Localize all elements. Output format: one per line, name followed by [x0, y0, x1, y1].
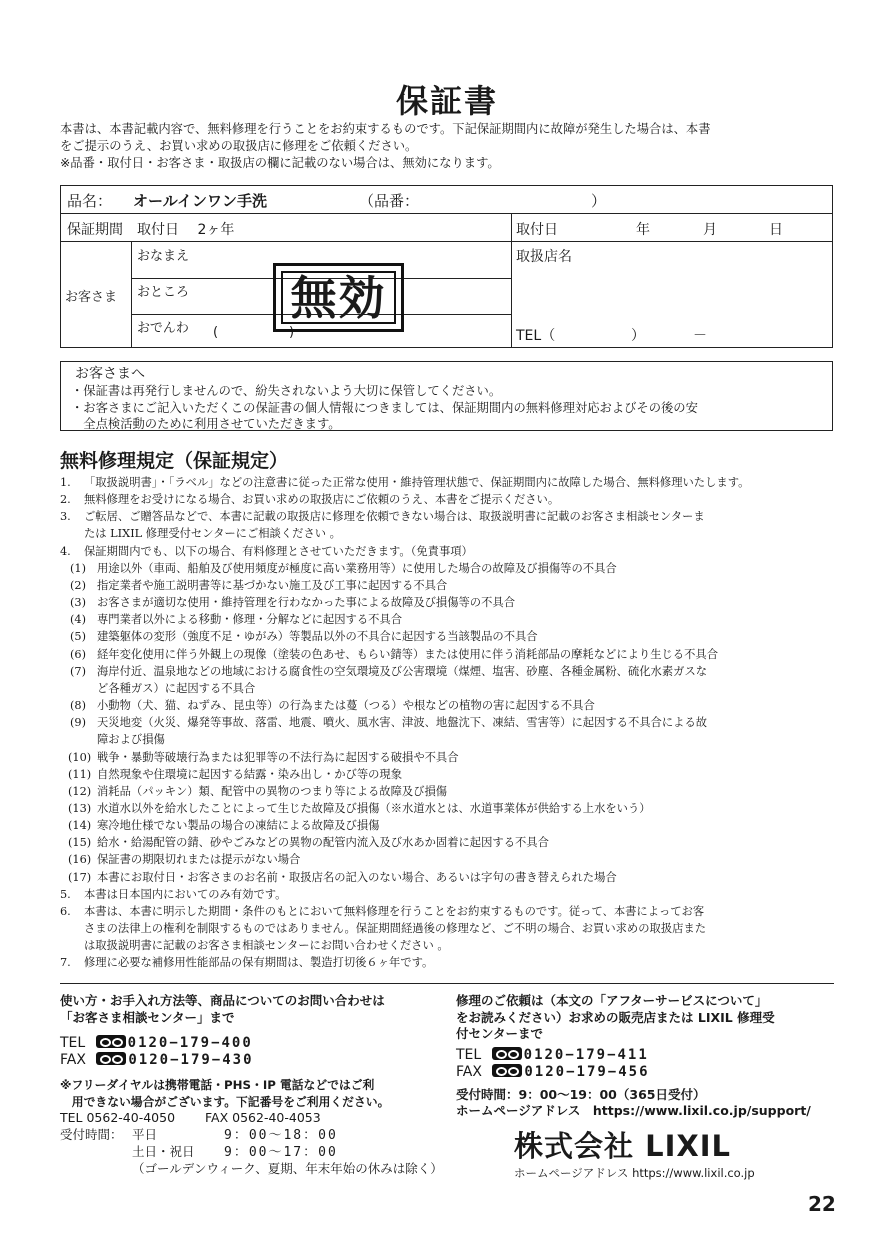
warranty-table — [60, 185, 833, 348]
rule-number: (16) — [68, 853, 92, 867]
period-label: 保証期間 — [67, 222, 123, 238]
weekday-label: 平日 — [132, 1126, 158, 1142]
tel-number: 0120−179−411 — [523, 1046, 649, 1063]
rule-number: 1. — [60, 476, 71, 489]
rule-number: (3) — [70, 596, 87, 610]
repair-center-contact — [456, 993, 836, 1120]
rule-item — [60, 731, 834, 748]
rule-item — [60, 903, 834, 920]
rule-number: 4. — [60, 544, 71, 558]
repair-heading: をお読みください）お求めの販売店または LIXIL 修理受 — [456, 1009, 775, 1025]
intro-line: ※品番・取付日・お客さま・取扱店の欄に記載のない場合は、無効になります。 — [60, 156, 500, 170]
intro-line: をご提示のうえ、お買い求めの取扱店に修理をご依頼ください。 — [60, 139, 418, 153]
rule-item — [60, 714, 834, 731]
hours-note: （ゴールデンウィーク、夏期、年末年始の休みは除く） — [132, 1160, 443, 1176]
rule-text: 消耗品（パッキン）類、配管中の異物のつまり等による故障及び損傷 — [97, 784, 448, 798]
rule-text: お客さまが適切な使用・維持管理を行わなかった事による故障及び損傷等の不具合 — [97, 596, 515, 610]
tel-label: TEL — [456, 1046, 482, 1063]
rules-title: 無料修理規定（保証規定） — [60, 450, 289, 472]
freedial-note: ※フリーダイヤルは携帯電話・PHS・IP 電話などではご利 — [60, 1078, 375, 1092]
page-title: 保証書 — [395, 82, 498, 120]
repair-fax[interactable] — [456, 1064, 836, 1081]
rule-number: (13) — [68, 801, 92, 815]
rule-item — [60, 937, 834, 954]
rule-number: (5) — [70, 630, 87, 644]
rule-number: (11) — [68, 767, 92, 781]
rule-number: (15) — [68, 836, 92, 850]
rule-number: (2) — [70, 578, 87, 592]
rule-number: 2. — [60, 493, 71, 507]
rule-item — [60, 851, 834, 868]
rule-text: 水道水以外を給水したことによって生じた故障及び損傷（※水道水とは、水道事業体が供給する上水をいう） — [97, 801, 651, 815]
rule-item — [60, 577, 834, 594]
install-month: 月 — [703, 222, 717, 238]
contact-heading: 「お客さま相談センター」まで — [60, 1009, 235, 1025]
freedial-icon — [492, 1047, 522, 1060]
rule-number: (4) — [70, 613, 87, 627]
holiday-hours: 9：00〜17：00 — [224, 1144, 338, 1160]
customer-tel[interactable] — [60, 1035, 450, 1052]
holiday-label: 土日・祝日 — [132, 1143, 195, 1159]
product-label: 品名： — [67, 192, 113, 210]
dealer-tel-label: TEL（ — [516, 328, 556, 344]
rule-item — [60, 800, 834, 817]
install-year: 年 — [636, 222, 650, 238]
rule-item — [60, 817, 834, 834]
repair-heading: 付センターまで — [456, 1026, 544, 1041]
rule-text: 専門業者以外による移動・修理・分解などに起因する不具合 — [97, 613, 403, 627]
void-stamp-text: 無効 — [290, 271, 387, 325]
support-homepage-link[interactable]: ホームページアドレス https://www.lixil.co.jp/support/ — [456, 1103, 811, 1118]
rule-item — [60, 594, 834, 611]
rule-text: 「取扱説明書」・「ラベル」などの注意書に従った正常な使用・維持管理状態で、保証期間内に故障した場合、無料修理いたします。 — [84, 476, 750, 489]
tel-number: 0120−179−400 — [127, 1035, 253, 1051]
period-value: 取付日 2ヶ年 — [137, 222, 235, 238]
install-day: 日 — [769, 222, 783, 238]
product-name: オールインワン手洗 — [133, 192, 267, 210]
rule-item — [60, 560, 834, 577]
intro-line: 本書は、本書記載内容で、無料修理を行うことをお約束するものです。下記保証期間内に故障が発生した場合は、本書 — [60, 122, 711, 136]
weekday-hours: 9：00〜18：00 — [224, 1127, 338, 1143]
company-homepage-link[interactable]: ホームページアドレス https://www.lixil.co.jp — [514, 1166, 755, 1180]
rule-text: たは LIXIL 修理受付センターにご相談ください 。 — [84, 527, 341, 541]
fax-number: 0120−179−430 — [128, 1052, 254, 1068]
contact-heading: 使い方・お手入れ方法等、商品についてのお問い合わせは — [60, 993, 385, 1008]
fax-label: FAX — [60, 1052, 86, 1068]
rule-item — [60, 783, 834, 800]
dealer-label: 取扱店名 — [516, 249, 572, 265]
rule-text: ご転居、ご贈答品などで、本書に記載の取扱店に修理を依頼できない場合は、取扱説明書に記載のお客さま相談センターま — [84, 510, 705, 524]
rule-text: 天災地変（火災、爆発等事故、落雷、地震、噴火、風水害、津波、地盤沈下、凍結、雪害等）に起因する不具合による故 — [97, 716, 708, 730]
rule-item — [60, 834, 834, 851]
phone-label: おでんわ — [137, 321, 189, 336]
rule-item — [60, 920, 834, 937]
rule-text: 戦争・暴動等破壊行為または犯罪等の不法行為に起因する破損や不具合 — [97, 750, 459, 764]
repair-heading: 修理のご依頼は（本文の「アフターサービスについて」 — [456, 993, 768, 1008]
address-label: おところ — [137, 285, 190, 300]
rule-text: さまの法律上の権利を制限するものではありません。保証期間経過後の修理など、ご不明の場合、お買い求めの取扱店また — [84, 922, 707, 936]
rule-number: (17) — [68, 870, 92, 884]
install-date-label: 取付日 — [516, 222, 558, 238]
section-divider — [60, 983, 834, 984]
customer-center-contact — [60, 993, 450, 1177]
tel-label: TEL — [60, 1035, 86, 1051]
page-number: 22 — [808, 1192, 836, 1216]
notice-line: ・保証書は再発行しませんので、紛失されないよう大切に保管してください。 — [71, 384, 502, 398]
fax-number: 0120−179−456 — [524, 1063, 650, 1080]
rule-text: ど各種ガス）に起因する不具合 — [97, 681, 256, 695]
customer-notice — [60, 361, 833, 431]
freedial-icon — [96, 1035, 126, 1048]
rule-text: 経年変化使用に伴う外観上の現像（塗装の色あせ、もらい錆等）または使用に伴う消耗部品の摩耗などにより生じる不具合 — [97, 647, 718, 661]
rule-text: 海岸付近、温泉地などの地域における腐食性の空気環境及び公害環境（煤煙、塩害、砂塵、各種金属粉、硫化水素ガスな — [97, 664, 708, 678]
model-label: （品番： — [359, 192, 420, 210]
freedial-icon — [96, 1052, 126, 1065]
rule-item — [60, 508, 834, 525]
rule-item — [60, 663, 834, 680]
rule-number: (1) — [70, 561, 87, 575]
rule-item — [60, 697, 834, 714]
rule-text: 本書にお取付日・お客さまのお名前・取扱店名の記入のない場合、あるいは字句の書き替えられた場合 — [97, 870, 617, 884]
rule-item — [60, 474, 834, 491]
customer-fax[interactable] — [60, 1052, 450, 1069]
rule-text: 建築躯体の変形（強度不足・ゆがみ）等製品以外の不具合に起因する当該製品の不具合 — [97, 630, 538, 644]
rule-number: 3. — [60, 510, 71, 524]
alt-fax: FAX 0562-40-4053 — [205, 1110, 321, 1125]
repair-hours: 受付時間：9：00〜19：00（365日受付） — [456, 1086, 706, 1102]
rule-number: (9) — [70, 716, 87, 730]
rule-text: 給水・給湯配管の錆、砂やごみなどの異物の配管内流入及び水あか固着に起因する不具合 — [97, 836, 549, 850]
notice-heading: お客さまへ — [75, 366, 145, 382]
notice-line: ・お客さまにご記入いただくこの保証書の個人情報につきましては、保証期間内の無料修理対応およびその後の安 — [71, 400, 698, 415]
rule-number: (6) — [70, 647, 87, 661]
rule-item — [60, 749, 834, 766]
alt-tel: TEL 0562-40-4050 — [60, 1110, 176, 1125]
intro-text — [60, 121, 834, 172]
dealer-tel-dash: － — [693, 328, 707, 344]
void-stamp — [273, 263, 404, 332]
rule-number: (10) — [68, 750, 92, 764]
freedial-icon — [492, 1064, 522, 1077]
rule-item — [60, 766, 834, 783]
rule-number: 6. — [60, 904, 71, 918]
rule-item — [60, 543, 834, 560]
customer-label: お客さま — [65, 290, 118, 305]
rule-number: 5. — [60, 887, 71, 901]
rule-text: 保証期間内でも、以下の場合、有料修理とさせていただきます。（免責事項） — [84, 544, 473, 558]
rule-item — [60, 611, 834, 628]
rule-item — [60, 680, 834, 697]
model-field-close: ） — [591, 192, 607, 210]
rule-text: 無料修理をお受けになる場合、お買い求めの取扱店にご依頼のうえ、本書をご提示ください。 — [84, 493, 560, 507]
rule-text: 保証書の期限切れまたは提示がない場合 — [97, 853, 301, 867]
rule-text: 修理に必要な補修用性能部品の保有期間は、製造打切後６ヶ年です。 — [84, 956, 434, 970]
phone-close-paren: ) — [289, 325, 295, 340]
hours-label: 受付時間： — [60, 1126, 123, 1142]
rule-number: 7. — [60, 956, 71, 970]
rule-item — [60, 628, 834, 645]
rule-text: 用途以外（車両、船舶及び使用頻度が極度に高い業務用等）に使用した場合の故障及び損傷等の不具合 — [97, 561, 617, 575]
rule-text: は取扱説明書に記載のお客さま相談センターにお問い合わせください 。 — [84, 939, 449, 953]
rule-item — [60, 954, 834, 971]
rule-text: 小動物（犬、猫、ねずみ、昆虫等）の行為または蔓（つる）や根などの植物の害に起因する不具合 — [97, 699, 595, 713]
rule-number: (7) — [70, 664, 87, 678]
rules-list — [60, 474, 834, 972]
rule-text: 障および損傷 — [97, 733, 165, 747]
rule-number: (8) — [70, 699, 87, 713]
rule-item — [60, 886, 834, 903]
notice-line: 全点検活動のために利用させていただきます。 — [71, 417, 341, 431]
rule-item — [60, 869, 834, 886]
rule-item — [60, 646, 834, 663]
rule-text: 指定業者や施工説明書等に基づかない施工及び工事に起因する不具合 — [97, 578, 448, 592]
rule-number: (14) — [68, 819, 92, 833]
repair-tel[interactable] — [456, 1047, 836, 1064]
rule-item — [60, 525, 834, 542]
rule-text: 本書は日本国内においてのみ有効です。 — [84, 887, 287, 901]
rule-text: 寒冷地仕様でない製品の場合の凍結による故障及び損傷 — [97, 819, 380, 833]
phone-open-paren: ( — [213, 325, 219, 340]
dealer-tel-close: ） — [631, 328, 645, 344]
company-logo: 株式会社 LIXIL — [514, 1129, 731, 1163]
freedial-note: 用できない場合がございます。下記番号をご利用ください。 — [60, 1094, 390, 1109]
rule-number: (12) — [68, 784, 92, 798]
rule-item — [60, 491, 834, 508]
rule-text: 本書は、本書に明示した期間・条件のもとにおいて無料修理を行うことをお約束するものです。従って、本書によってお客 — [84, 904, 705, 918]
fax-label: FAX — [456, 1063, 482, 1080]
name-label: おなまえ — [137, 249, 190, 264]
rule-text: 自然現象や住環境に起因する結露・染み出し・かび等の現象 — [97, 767, 403, 781]
